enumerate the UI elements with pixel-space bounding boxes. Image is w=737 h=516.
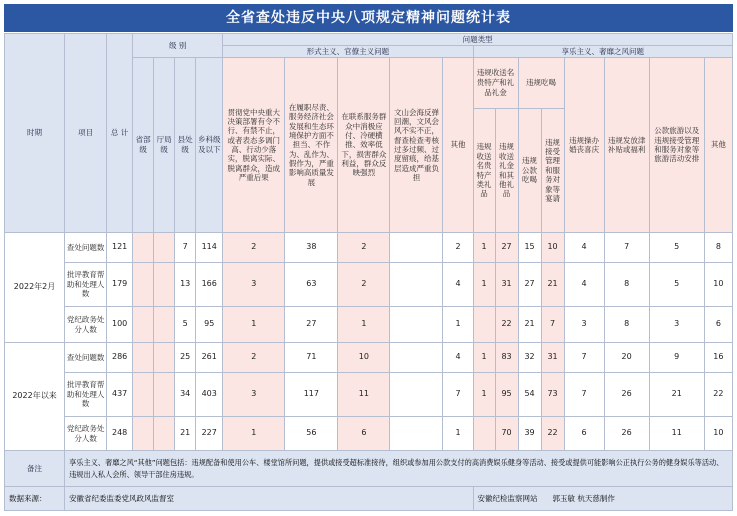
note-label: 备注 [5, 451, 65, 487]
gift-group-header: 违规收送名贵特产和礼品礼金 [473, 58, 518, 109]
table-cell: 2 [443, 233, 473, 263]
table-cell: 248 [107, 417, 133, 451]
table-cell [390, 373, 443, 417]
table-cell: 286 [107, 343, 133, 373]
table-cell [390, 263, 443, 307]
allowances-header: 违规发放津补贴或福利 [604, 58, 649, 233]
table-cell: 6 [338, 417, 390, 451]
table-cell: 1 [443, 417, 473, 451]
table-cell [133, 263, 154, 307]
period-label: 2022年以来 [5, 343, 65, 451]
weddings-funerals-header: 违规操办婚丧喜庆 [564, 58, 604, 233]
row-item-label: 党纪政务处分人数 [65, 417, 107, 451]
gift-specialty-header: 违规收送名贵特产类礼品 [473, 109, 495, 233]
row-item-label: 批评教育帮助和处理人数 [65, 373, 107, 417]
table-cell: 5 [175, 307, 196, 343]
level-township-header: 乡科级及以下 [196, 58, 223, 233]
table-cell: 20 [604, 343, 649, 373]
formalism-col-1-header: 贯彻党中央重大决策部署有令不行、有禁不止，或者表态多调门高、行动少落实，脱离实际、脱离群众，造成严重后果 [223, 58, 285, 233]
table-cell: 31 [541, 343, 564, 373]
table-cell: 3 [223, 373, 285, 417]
table-cell: 4 [443, 263, 473, 307]
row-item-label: 党纪政务处分人数 [65, 307, 107, 343]
table-cell [154, 263, 175, 307]
formalism-header: 形式主义、官僚主义问题 [223, 46, 473, 58]
table-cell: 7 [564, 343, 604, 373]
gift-money-header: 违规收送礼金和其他礼品 [495, 109, 518, 233]
table-cell: 10 [704, 263, 732, 307]
table-cell [133, 373, 154, 417]
table-cell: 5 [649, 233, 704, 263]
table-cell: 403 [196, 373, 223, 417]
table-cell: 8 [704, 233, 732, 263]
table-cell: 261 [196, 343, 223, 373]
table-cell: 5 [649, 263, 704, 307]
table-cell: 83 [495, 343, 518, 373]
table-cell: 2 [338, 263, 390, 307]
table-cell [154, 233, 175, 263]
table-cell: 3 [649, 307, 704, 343]
row-item-label: 查处问题数 [65, 233, 107, 263]
table-cell: 7 [175, 233, 196, 263]
table-cell: 21 [541, 263, 564, 307]
table-cell: 70 [495, 417, 518, 451]
table-cell [473, 307, 495, 343]
table-cell: 25 [175, 343, 196, 373]
item-header: 项目 [65, 34, 107, 233]
period-header: 时期 [5, 34, 65, 233]
table-cell [390, 417, 443, 451]
table-cell: 121 [107, 233, 133, 263]
table-cell: 56 [285, 417, 338, 451]
hedonism-header: 享乐主义、奢靡之风问题 [473, 46, 732, 58]
dining-banquet-header: 违规接受管理和服务对象等宴请 [541, 109, 564, 233]
note-row [5, 451, 733, 487]
problem-type-header: 问题类型 [223, 34, 733, 46]
table-cell: 1 [223, 307, 285, 343]
table-cell: 54 [518, 373, 541, 417]
table-cell: 114 [196, 233, 223, 263]
table-cell: 32 [518, 343, 541, 373]
statistics-table [4, 33, 733, 511]
table-cell: 3 [564, 307, 604, 343]
level-provincial-header: 省部级 [133, 58, 154, 233]
table-cell: 3 [223, 263, 285, 307]
table-cell: 21 [175, 417, 196, 451]
table-row [5, 263, 733, 307]
table-cell [390, 233, 443, 263]
table-cell: 1 [223, 417, 285, 451]
formalism-col-4-header: 文山会海反弹回潮，文风会风不实不正，督查检查考核过多过频、过度留痕，给基层造成严重负担 [390, 58, 443, 233]
table-cell [133, 417, 154, 451]
table-cell: 11 [338, 373, 390, 417]
table-cell: 21 [518, 307, 541, 343]
table-cell: 95 [495, 373, 518, 417]
table-row [5, 417, 733, 451]
table-cell: 8 [604, 307, 649, 343]
formalism-other-header: 其他 [443, 58, 473, 233]
dining-public-header: 违规公款吃喝 [518, 109, 541, 233]
total-header: 总 计 [107, 34, 133, 233]
source-label: 数据来源： [5, 487, 65, 511]
table-cell: 1 [473, 233, 495, 263]
table-cell: 2 [338, 233, 390, 263]
formalism-col-3-header: 在联系服务群众中消极应付、冷硬横推、效率低下，损害群众利益，群众反映强烈 [338, 58, 390, 233]
table-row [5, 373, 733, 417]
table-cell: 95 [196, 307, 223, 343]
producer-text: 安徽纪检监察网站 郭玉敏 杭天慈制作 [473, 487, 732, 511]
table-cell: 6 [564, 417, 604, 451]
table-cell: 22 [495, 307, 518, 343]
table-cell: 16 [704, 343, 732, 373]
table-cell: 10 [338, 343, 390, 373]
table-cell: 11 [649, 417, 704, 451]
table-cell: 4 [443, 343, 473, 373]
table-cell: 39 [518, 417, 541, 451]
table-cell: 34 [175, 373, 196, 417]
table-cell: 27 [518, 263, 541, 307]
table-cell: 1 [473, 263, 495, 307]
table-cell [390, 343, 443, 373]
table-cell [473, 417, 495, 451]
table-cell: 179 [107, 263, 133, 307]
level-header: 级 别 [133, 34, 223, 58]
row-item-label: 查处问题数 [65, 343, 107, 373]
hedonism-other-header: 其他 [704, 58, 732, 233]
source-row [5, 487, 733, 511]
table-cell: 117 [285, 373, 338, 417]
table-cell [154, 417, 175, 451]
source-text: 安徽省纪委监委党风政风监督室 [65, 487, 473, 511]
table-row [5, 343, 733, 373]
table-cell: 27 [285, 307, 338, 343]
table-row [5, 233, 733, 263]
table-cell [133, 343, 154, 373]
table-cell: 227 [196, 417, 223, 451]
table-cell: 4 [564, 233, 604, 263]
table-cell: 1 [443, 307, 473, 343]
table-cell: 26 [604, 417, 649, 451]
table-cell: 38 [285, 233, 338, 263]
table-cell: 166 [196, 263, 223, 307]
table-cell: 22 [704, 373, 732, 417]
table-cell: 27 [495, 233, 518, 263]
table-cell: 437 [107, 373, 133, 417]
table-cell: 73 [541, 373, 564, 417]
table-cell: 1 [473, 373, 495, 417]
table-cell: 4 [564, 263, 604, 307]
table-cell: 7 [564, 373, 604, 417]
table-cell [133, 307, 154, 343]
table-cell: 7 [443, 373, 473, 417]
table-cell: 22 [541, 417, 564, 451]
table-cell: 13 [175, 263, 196, 307]
table-cell: 6 [704, 307, 732, 343]
table-cell: 1 [473, 343, 495, 373]
table-body [5, 34, 733, 511]
table-cell: 8 [604, 263, 649, 307]
table-cell: 2 [223, 233, 285, 263]
row-item-label: 批评教育帮助和处理人数 [65, 263, 107, 307]
table-cell: 15 [518, 233, 541, 263]
table-title: 全省查处违反中央八项规定精神问题统计表 [4, 4, 733, 32]
dining-group-header: 违规吃喝 [518, 58, 564, 109]
table-cell [154, 373, 175, 417]
level-county-header: 县处级 [175, 58, 196, 233]
table-cell: 7 [604, 233, 649, 263]
table-cell [154, 307, 175, 343]
table-cell: 100 [107, 307, 133, 343]
table-cell [390, 307, 443, 343]
period-label: 2022年2月 [5, 233, 65, 343]
table-cell: 1 [338, 307, 390, 343]
table-cell: 71 [285, 343, 338, 373]
level-department-header: 厅局级 [154, 58, 175, 233]
table-cell: 10 [541, 233, 564, 263]
table-cell: 9 [649, 343, 704, 373]
table-cell: 31 [495, 263, 518, 307]
table-cell: 21 [649, 373, 704, 417]
table-cell [154, 343, 175, 373]
formalism-col-2-header: 在履职尽责、服务经济社会发展和生态环境保护方面不担当、不作为、乱作为、假作为，严重影响高质量发展 [285, 58, 338, 233]
table-cell: 63 [285, 263, 338, 307]
table-cell: 7 [541, 307, 564, 343]
table-row [5, 307, 733, 343]
tourism-header: 公款旅游以及违规接受管理和服务对象等旅游活动安排 [649, 58, 704, 233]
table-cell: 10 [704, 417, 732, 451]
note-text: 享乐主义、奢靡之风“其他”问题包括：违规配备和使用公车、楼堂馆所问题，提供或接受超标准接待，组织或参加用公款支付的高消费娱乐健身等活动、接受或提供可能影响公正执行公务的健身娱乐等活动、违规出入私人会所、领导干部住房违规。 [65, 451, 733, 487]
table-cell [133, 233, 154, 263]
table-cell: 2 [223, 343, 285, 373]
table-cell: 26 [604, 373, 649, 417]
